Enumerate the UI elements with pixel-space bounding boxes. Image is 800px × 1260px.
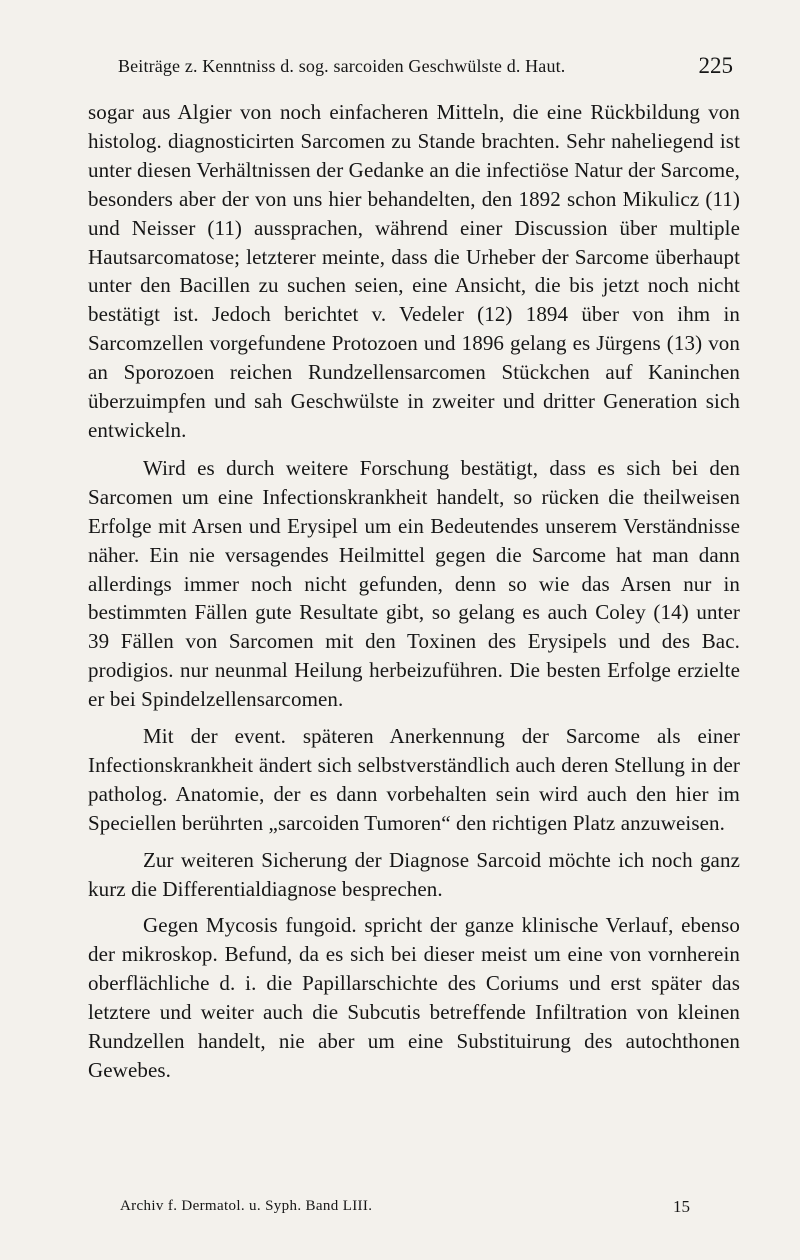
running-head xyxy=(118,53,733,84)
sheet-number: 15 xyxy=(673,1197,690,1216)
journal-citation: Archiv f. Dermatol. u. Syph. Band LIII. xyxy=(120,1198,373,1214)
running-title: Beiträge z. Kenntniss d. sog. sarcoiden Geschwülste d. Haut. xyxy=(118,56,566,76)
paragraph-pathology-classification: Mit der event. späteren Anerkennung der Sarcome als einer Infectionskrankheit ändert sich selbstverständlich auch deren Stellung in der patholog. Anatomie, der es dann vorbehalten sein wird auch den hier im Speciellen berührten „sarcoiden Tumoren“ den richtigen Platz anzuweisen. xyxy=(88,724,740,835)
page-footer xyxy=(120,1198,690,1218)
paragraph-continuation: sogar aus Algier von noch einfacheren Mitteln, die eine Rückbildung von histolog. diagnosticirten Sarcomen zu Stande brachten. Sehr naheliegend ist unter diesen Verhältnissen der Gedanke an die infectiöse Natur der Sarcome, besonders aber der von uns hier behandelten, den 1892 schon Mikulicz (11) und Neisser (11) aussprachen, während einer Discussion über multiple Hautsarcomatose; letzterer meinte, dass die Urheber der Sarcome überhaupt unter den Bacillen zu suchen seien, eine Ansicht, die bis jetzt noch nicht bestätigt ist. Jedoch berichtet v. Vedeler (12) 1894 über von ihm in Sarcomzellen vorgefundene Protozoen und 1896 gelang es Jürgens (13) von an Sporozoen reichen Rundzellensarcomen Stückchen auf Kaninchen überzuimpfen und sah Geschwülste in zweiter und dritter Generation sich entwickeln. xyxy=(88,100,740,442)
paragraph-infection-hypothesis: Wird es durch weitere Forschung bestätigt, dass es sich bei den Sarcomen um eine Infectionskrankheit handelt, so rücken die theilweisen Erfolge mit Arsen und Erysipel um ein Bedeutendes unserem Verständnisse näher. Ein nie versagendes Heilmittel gegen die Sarcome hat man dann allerdings immer noch nicht gefunden, denn so wie das Arsen nur in bestimmten Fällen gute Resultate gibt, so gelang es auch Coley (14) unter 39 Fällen von Sarcomen mit den Toxinen des Erysipels und des Bac. prodigios. nur neunmal Heilung herbeizuführen. Die besten Erfolge erzielte er bei Spindelzellensarcomen. xyxy=(88,455,740,712)
page-number: 225 xyxy=(698,53,733,78)
paragraph-mycosis-fungoides: Gegen Mycosis fungoid. spricht der ganze klinische Verlauf, ebenso der mikroskop. Befund, da es sich bei dieser meist um eine von vornherein oberflächliche d. i. die Papillarschichte des Coriums und erst später das letztere und weiter auch die Subcutis betreffende Infiltration von kleinen Rundzellen handelt, nie aber um eine Substituirung des autochthonen Gewebes. xyxy=(88,913,740,1082)
body-text xyxy=(88,98,740,1093)
paragraph-differential-diagnosis-intro: Zur weiteren Sicherung der Diagnose Sarcoid möchte ich noch ganz kurz die Differentialdiagnose besprechen. xyxy=(88,847,740,901)
